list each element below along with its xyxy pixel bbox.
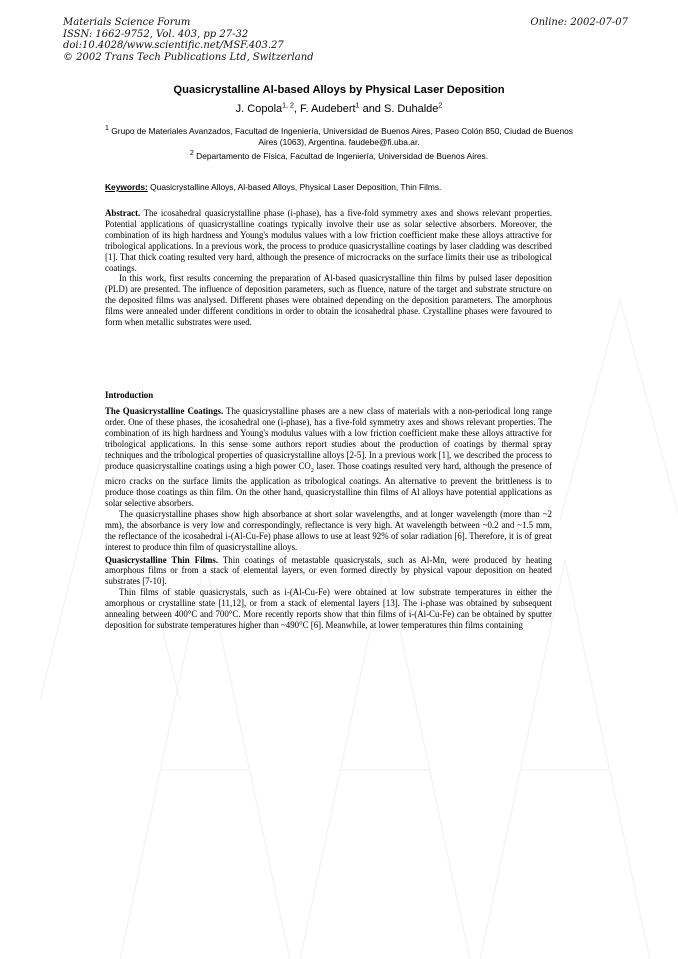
- author-affiliation-mark: 2: [438, 102, 443, 110]
- author-affiliation-mark: 1: [355, 102, 360, 110]
- author-list: [0, 103, 678, 115]
- author-name: and S. Duhalde: [359, 103, 439, 115]
- abstract-paragraph: [105, 208, 552, 273]
- online-date: Online: 2002-07-07: [530, 17, 628, 28]
- abstract: [105, 208, 552, 328]
- keywords: [105, 182, 441, 192]
- affiliation-2: [100, 151, 578, 162]
- affiliation-1: [100, 126, 578, 148]
- author-affiliation-mark: 1, 2: [282, 102, 294, 110]
- paragraph-text: Thin coatings of metastable quasicrystals, such as Al-Mn, were produced by heating amorphous films or from a stack of elemental layers, or even formed directly by physical vapour deposition on heated substrates [7-10].: [105, 554, 552, 587]
- affiliation-mark: 2: [189, 150, 194, 158]
- affiliation-text: Departamento de Física, Facultad de Ingeniería, Universidad de Buenos Aires.: [193, 151, 489, 161]
- body-paragraph: The quasicrystalline phases show high absorbance at short solar wavelengths, and at longer wavelength (more than ~2 mm), the absorbance is very low and correspondingly, reflectance is very high. At wavelength between ~0.2 and ~1.5 mm, the reflectance of the icosahedral i-(Al-Cu-Fe) phase allows to use at least 92% of solar radiation [6]. Therefore, it is of great interest to produce thin film of quasicrystalline alloys.: [105, 508, 552, 552]
- introduction-body: [105, 406, 552, 631]
- doi-line: doi:10.4028/www.scientific.net/MSF.403.27: [63, 40, 284, 51]
- section-heading: Introduction: [105, 390, 154, 400]
- paragraph-text: laser. Those coatings resulted very hard, although the presence of micro cracks on the surface limits the application as tribological coatings. An alternative to prevent the brittleness is to produce those coatings as thin film. On the other hand, quasicrystalline thin films of Al alloys have potential applications as solar selective absorbers.: [105, 460, 552, 509]
- subsection-label: Quasicrystalline Thin Films.: [105, 554, 219, 565]
- abstract-label: Abstract.: [105, 208, 141, 218]
- abstract-paragraph: In this work, first results concerning the preparation of Al-based quasicrystalline thin films by pulsed laser deposition (PLD) are presented. The influence of deposition parameters, such as fluence, nature of the target and substrate structure on the deposited films was analysed. Different phases were obtained depending on the deposition parameters. The amorphous films were annealed under different conditions in order to obtain the icosahedral phase. Crystalline phases were favoured to form when metallic substrates were used.: [105, 273, 552, 328]
- subsection-label: The Quasicrystalline Coatings.: [105, 406, 224, 416]
- subscript: 2: [310, 467, 314, 474]
- keywords-text: Quasicrystalline Alloys, Al-based Alloys, Physical Laser Deposition, Thin Films.: [147, 182, 442, 192]
- author-name: J. Copola: [235, 103, 283, 115]
- abstract-text: The icosahedral quasicrystalline phase (i-phase), has a five-fold symmetry axes and shows relevant properties. Potential applications of quasicrystalline coatings typically involve their use as solar selective absorbers. Moreover, the combination of its high hardness and Young's modulus values with a low friction coefficient make these alloys attractive for tribological applications. In a previous work, the process to produce quasicrystalline coatings by laser cladding was described [1]. That thick coating resulted very hard, although the presence of microcracks on the surface limits their use as tribological coatings.: [105, 208, 552, 273]
- journal-name: Materials Science Forum: [63, 17, 191, 28]
- copyright-line: © 2002 Trans Tech Publications Ltd, Switzerland: [63, 51, 314, 63]
- author-name: , F. Audebert: [293, 103, 356, 115]
- body-paragraph: [105, 406, 552, 509]
- keywords-label: Keywords:: [105, 182, 148, 192]
- issn-line: ISSN: 1662-9752, Vol. 403, pp 27-32: [63, 28, 249, 40]
- body-paragraph: Thin films of stable quasicrystals, such as i-(Al-Cu-Fe) were obtained at low substrate temperatures in either the amorphous or crystalline state [11,12], or from a stack of elemental layers [13]. The i-phase was obtained by subsequent annealing between 400°C and 700°C. More recently reports show that thin films of i-(Al-Cu-Fe) can be obtained by sputter deposition for substrate temperatures higher than ~490°C [6]. Meanwhile, at lower temperatures thin films containing: [105, 587, 552, 630]
- journal-info: [63, 17, 314, 63]
- affiliation-text: Grupo de Materiales Avanzados, Facultad de Ingeniería, Universidad de Buenos Aires, Paseo Colón 850, Ciudad de Buenos Aires (1063), Argentina. faudebe@fi.uba.ar.: [108, 126, 573, 147]
- affiliation-mark: 1: [105, 125, 109, 133]
- body-paragraph: [105, 555, 552, 588]
- paragraph-text: The quasicrystalline phases are a new class of materials with a non-periodical long range order. One of these phases, the icosahedral one (i-phase), has a five-fold symmetry axes and shows relevant properties. The combination of its high hardness and Young's modulus values with a low friction coefficient make these alloys attractive for tribological applications. In this sense some authors report studies about the production of coatings by thermal spray techniques and the tribological properties of quasicrystalline alloys [2-5]. In a previous work [1], we described the process to produce quasicrystalline coatings using a high power CO: [105, 406, 552, 471]
- paper-title: Quasicrystalline Al-based Alloys by Physical Laser Deposition: [173, 84, 505, 96]
